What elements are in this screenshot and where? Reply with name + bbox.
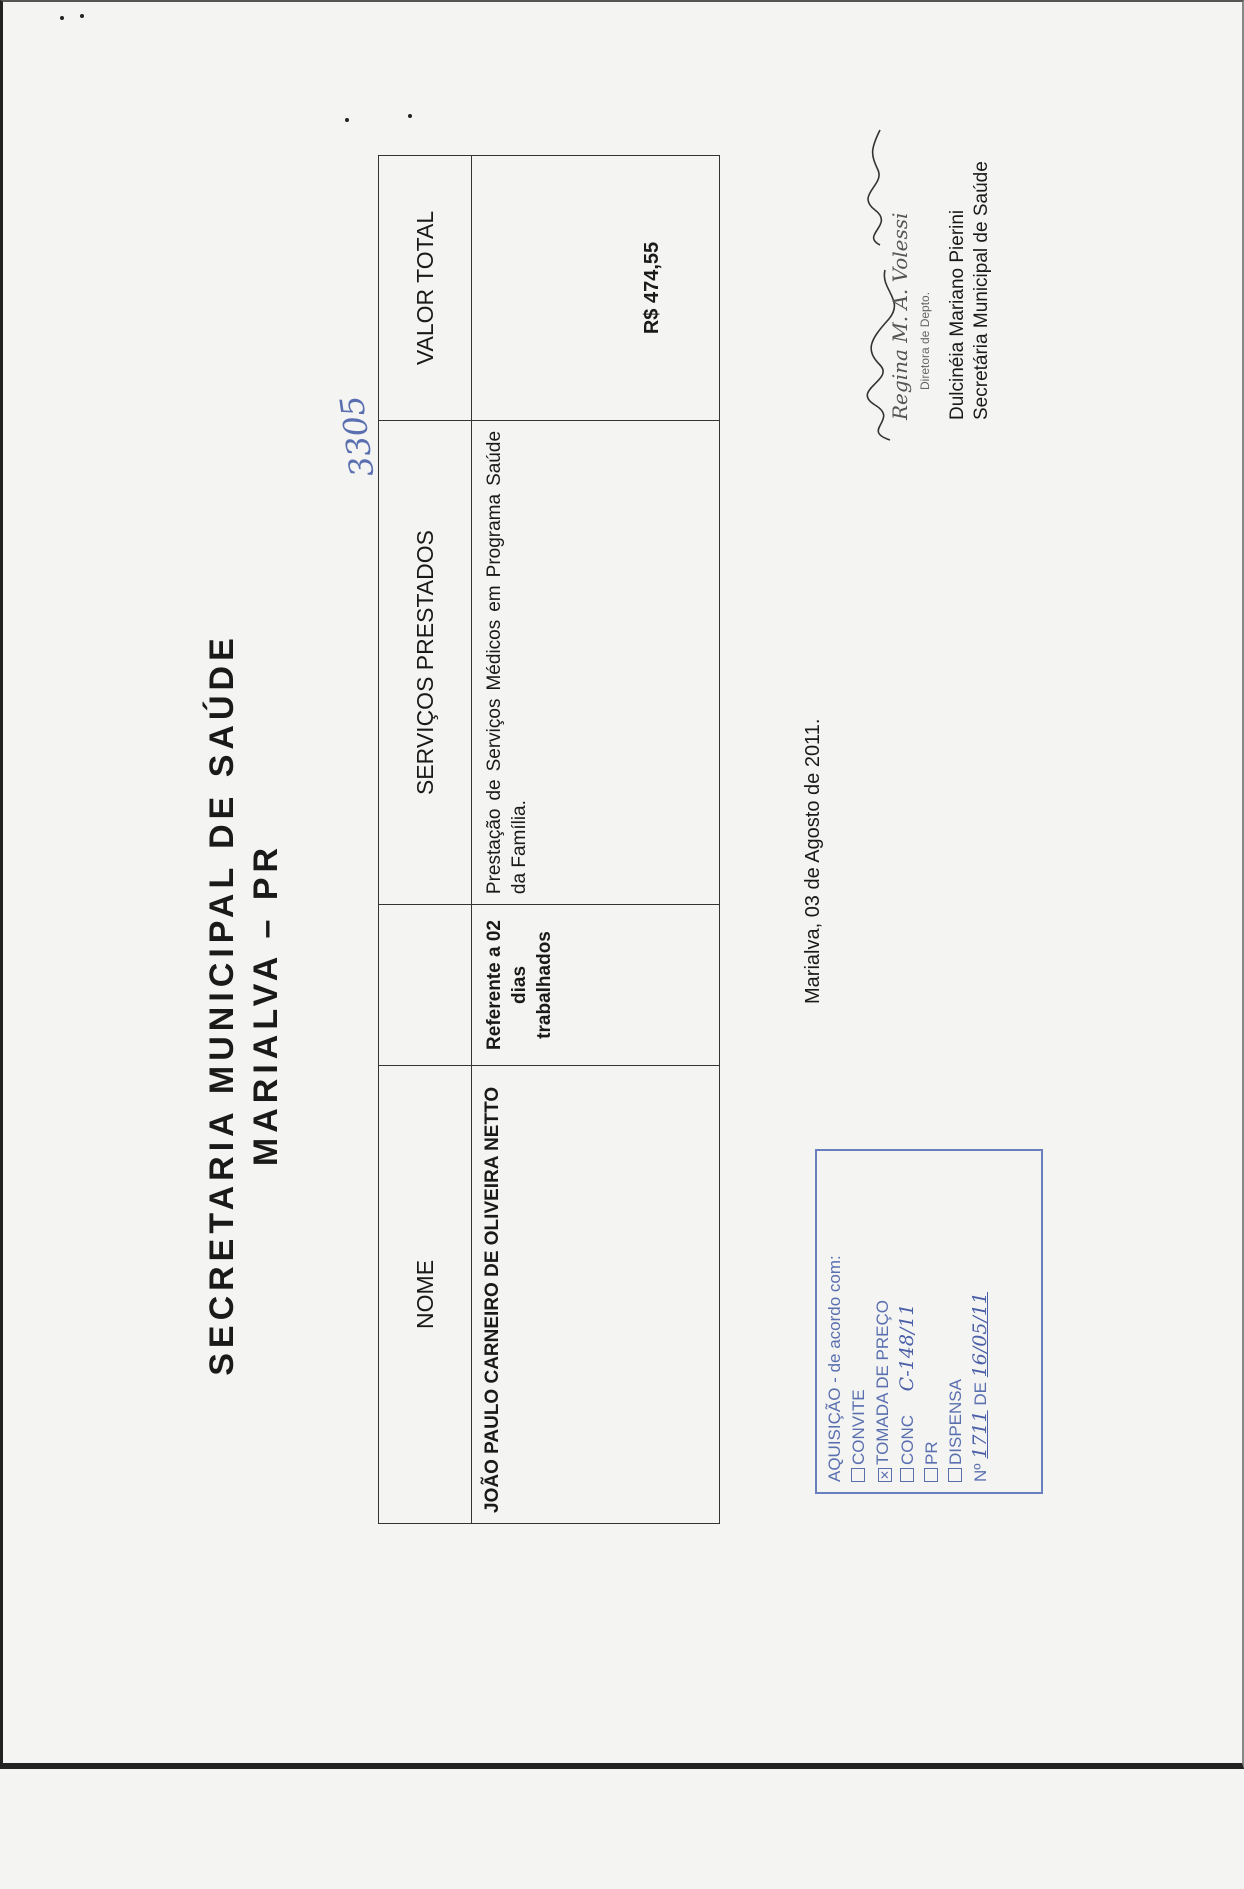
stamp-nr-handwritten: 1711 — [969, 1410, 991, 1459]
header-referencia — [379, 905, 472, 1066]
table-row — [472, 156, 720, 1524]
checkbox-icon — [851, 1468, 865, 1482]
cell-nome: JOÃO PAULO CARNEIRO DE OLIVEIRA NETTO — [472, 1065, 720, 1523]
cell-valor: R$ 474,55 — [472, 156, 720, 421]
stamp-option-convite: CONVITE — [847, 1161, 871, 1482]
place-date: Marialva, 03 de Agosto de 2011. — [802, 718, 824, 1004]
services-table — [378, 155, 720, 1524]
table-header-row — [379, 156, 472, 1524]
document-subtitle: MARIALVA – PR — [247, 842, 285, 1167]
cell-referencia: Referente a 02 dias trabalhados — [472, 905, 720, 1066]
checkbox-icon — [948, 1468, 962, 1482]
handwritten-code: 3305 — [332, 393, 382, 480]
signature-handwriting: Regina M. A. Volessi — [888, 212, 912, 420]
stamp-option-conc: CONC C-148/11 — [895, 1161, 920, 1482]
stamp-option-tomada: ✕TOMADA DE PREÇO — [873, 1300, 892, 1481]
header-nome: NOME — [379, 1065, 472, 1523]
signatory-name: Dulcinéia Mariano Pierini — [947, 209, 968, 420]
header-valor: VALOR TOTAL — [379, 156, 472, 421]
signature-block — [850, 120, 1010, 460]
stamp-number-handwritten: C-148/11 — [896, 1303, 918, 1392]
stamp-option-pr: PR — [920, 1161, 944, 1482]
header-servicos: SERVIÇOS PRESTADOS — [379, 420, 472, 904]
stamp-date-handwritten: 16/05/11 — [969, 1291, 991, 1378]
cell-servicos: Prestação de Serviços Médicos em Programa Saúde da Família. — [472, 420, 720, 904]
signature-stamp-role: Diretora de Depto. — [918, 291, 932, 390]
checkbox-icon — [924, 1468, 938, 1482]
signatory-role: Secretária Municipal de Saúde — [971, 161, 992, 420]
stamp-option-dispensa: DISPENSA — [944, 1161, 968, 1482]
stamp-title: AQUISIÇÃO - de acordo com: — [825, 1255, 844, 1482]
acquisition-stamp — [815, 1149, 1043, 1494]
document-title: SECRETARIA MUNICIPAL DE SAÚDE — [203, 633, 241, 1376]
stamp-footer: Nº 1711 DE 16/05/11 — [969, 1291, 991, 1482]
checked-box-icon: ✕ — [878, 1469, 892, 1481]
checkbox-icon — [900, 1468, 914, 1482]
